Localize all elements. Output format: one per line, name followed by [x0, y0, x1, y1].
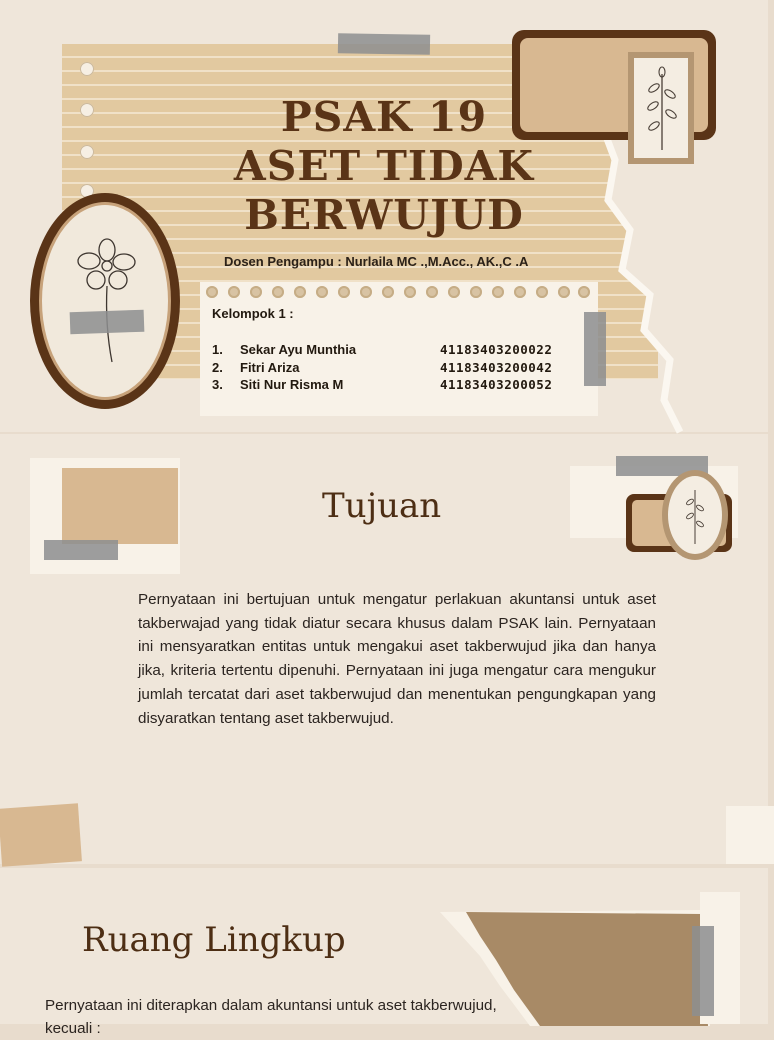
group-label: Kelompok 1 : [212, 306, 294, 321]
member-number: 3. [212, 377, 223, 392]
section-heading: Ruang Lingkup [82, 920, 346, 960]
notepad-ring [360, 286, 372, 298]
tape-strip [44, 540, 118, 560]
member-row [212, 360, 299, 375]
notepad-ring [228, 286, 240, 298]
body-paragraph: Pernyataan ini diterapkan dalam akuntansi untuk aset takberwujud, kecuali : [45, 997, 497, 1037]
notepad-card [726, 806, 774, 864]
member-name: Siti Nur Risma M [240, 377, 344, 392]
slide-title [200, 93, 568, 240]
title-line: ASET TIDAK [233, 142, 535, 190]
member-name: Fitri Ariza [240, 360, 300, 375]
tape-strip [70, 310, 145, 335]
body-paragraph: Pernyataan ini bertujuan untuk mengatur perlakuan akuntansi untuk aset takberwajad yang tidak diatur secara khusus dalam PSAK lain. Pernyataan ini mensyaratkan entitas untuk mengakui aset takberwujud jika dan hanya jika, kriteria tertentu dipenuhi. Pernyataan ini juga mengatur cara mengukur jumlah tercatat dari aset takberwujud dan menentukan pengungkapan yang disyaratkan tentang aset takberwujud. [138, 591, 656, 727]
member-nim: 41183403200022 [440, 342, 553, 357]
notepad-ring [536, 286, 548, 298]
paper-scrap [62, 468, 178, 544]
member-number: 1. [212, 342, 223, 357]
notepad-ring [250, 286, 262, 298]
notepad-ring [578, 286, 590, 298]
notepad-ring [206, 286, 218, 298]
tape-strip [692, 926, 714, 1016]
notepad-ring [470, 286, 482, 298]
notepad-ring [558, 286, 570, 298]
title-line: PSAK 19 [280, 93, 488, 141]
title-slide [0, 0, 768, 432]
binder-hole [80, 145, 94, 159]
botanical-sprig-icon [682, 484, 708, 546]
notepad-ring [448, 286, 460, 298]
member-nim: 41183403200042 [440, 360, 553, 375]
member-nim: 41183403200052 [440, 377, 553, 392]
notepad-ring [272, 286, 284, 298]
section-heading: Tujuan [322, 486, 442, 526]
member-number: 2. [212, 360, 223, 375]
member-row [212, 342, 356, 357]
binder-hole [80, 62, 94, 76]
notepad-ring [426, 286, 438, 298]
binder-hole [80, 103, 94, 117]
notepad-ring [514, 286, 526, 298]
notepad-ring [338, 286, 350, 298]
notepad-ring [294, 286, 306, 298]
notepad-ring [316, 286, 328, 298]
notepad-ring [492, 286, 504, 298]
member-row [212, 377, 343, 392]
notepad-ring [382, 286, 394, 298]
tape-strip [584, 312, 606, 386]
tape-strip [338, 33, 430, 55]
notepad-ring [404, 286, 416, 298]
paper-scrap [0, 803, 82, 866]
member-name: Sekar Ayu Munthia [240, 342, 357, 357]
lecturer-line: Dosen Pengampu : Nurlaila MC .,M.Acc., AK.,C .A [224, 254, 529, 269]
botanical-sprig-icon [640, 64, 684, 152]
flower-icon [72, 236, 142, 366]
title-line: BERWUJUD [244, 191, 524, 239]
